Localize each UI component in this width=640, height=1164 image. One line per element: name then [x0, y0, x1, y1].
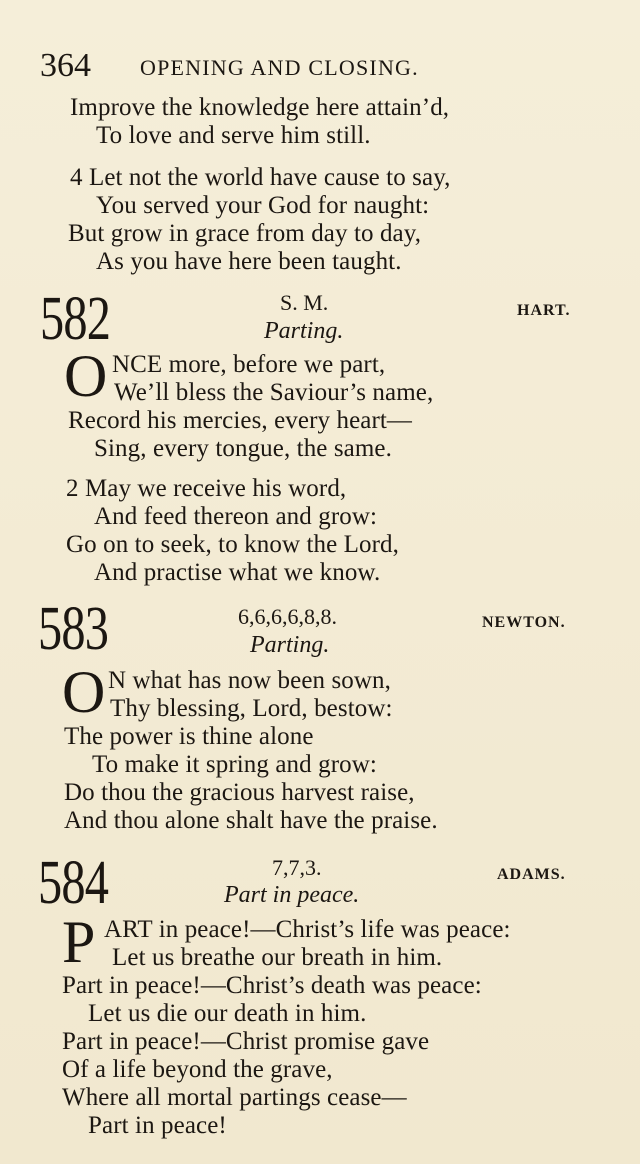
hymn-number: 584 [38, 849, 109, 917]
hymn-number: 583 [38, 595, 109, 663]
verse-line: Sing, every tongue, the same. [94, 435, 392, 462]
verse-line: NCE more, before we part, [112, 351, 386, 378]
drop-cap: O [64, 343, 108, 409]
hymn-title: Parting. [250, 632, 330, 658]
verse-line: 2 May we receive his word, [66, 475, 347, 502]
verse-line: Part in peace!—Christ promise gave [62, 1028, 430, 1055]
verse-line: Do thou the gracious harvest raise, [64, 779, 415, 806]
verse-line: And thou alone shalt have the praise. [64, 807, 438, 834]
verse-line: But grow in grace from day to day, [68, 220, 422, 247]
tune-name: HART. [517, 302, 571, 319]
page-number: 364 [40, 47, 91, 84]
drop-cap: P [62, 909, 96, 975]
verse-line: And feed thereon and grow: [94, 503, 378, 530]
verse-line: Go on to seek, to know the Lord, [66, 531, 400, 558]
verse-line: Thy blessing, Lord, bestow: [110, 695, 393, 722]
verse-line: You served your God for naught: [96, 192, 430, 219]
running-title: OPENING AND CLOSING. [140, 55, 419, 80]
tune-name: ADAMS. [497, 866, 566, 883]
hymn-meter: S. M. [280, 290, 329, 315]
hymn-meter: 7,7,3. [272, 855, 322, 880]
verse-line: Part in peace! [88, 1112, 227, 1139]
verse-line: 4 Let not the world have cause to say, [70, 164, 451, 191]
verse-line: We’ll bless the Saviour’s name, [114, 379, 434, 406]
verse-line: To make it spring and grow: [92, 751, 377, 778]
verse-line: Where all mortal partings cease— [62, 1084, 407, 1111]
verse-line: N what has now been sown, [108, 667, 392, 694]
hymn-meter: 6,6,6,6,8,8. [238, 604, 337, 629]
verse-line: Part in peace!—Christ’s death was peace: [62, 972, 482, 999]
tune-name: NEWTON. [482, 614, 566, 631]
verse-line: To love and serve him still. [96, 122, 371, 149]
hymn-title: Parting. [264, 318, 344, 344]
verse-line: Let us die our death in him. [88, 1000, 367, 1027]
verse-line: The power is thine alone [64, 723, 314, 750]
verse-line: As you have here been taught. [96, 248, 402, 275]
verse-line: Let us breathe our breath in him. [112, 944, 443, 971]
verse-line: Of a life beyond the grave, [62, 1056, 333, 1083]
verse-line: Record his mercies, every heart— [68, 407, 413, 434]
hymn-title: Part in peace. [224, 882, 360, 908]
verse-line: Improve the knowledge here attain’d, [70, 94, 450, 121]
verse-line: And practise what we know. [94, 559, 381, 586]
verse-line: ART in peace!—Christ’s life was peace: [104, 916, 511, 943]
hymn-number: 582 [40, 285, 111, 353]
drop-cap: O [62, 659, 106, 725]
